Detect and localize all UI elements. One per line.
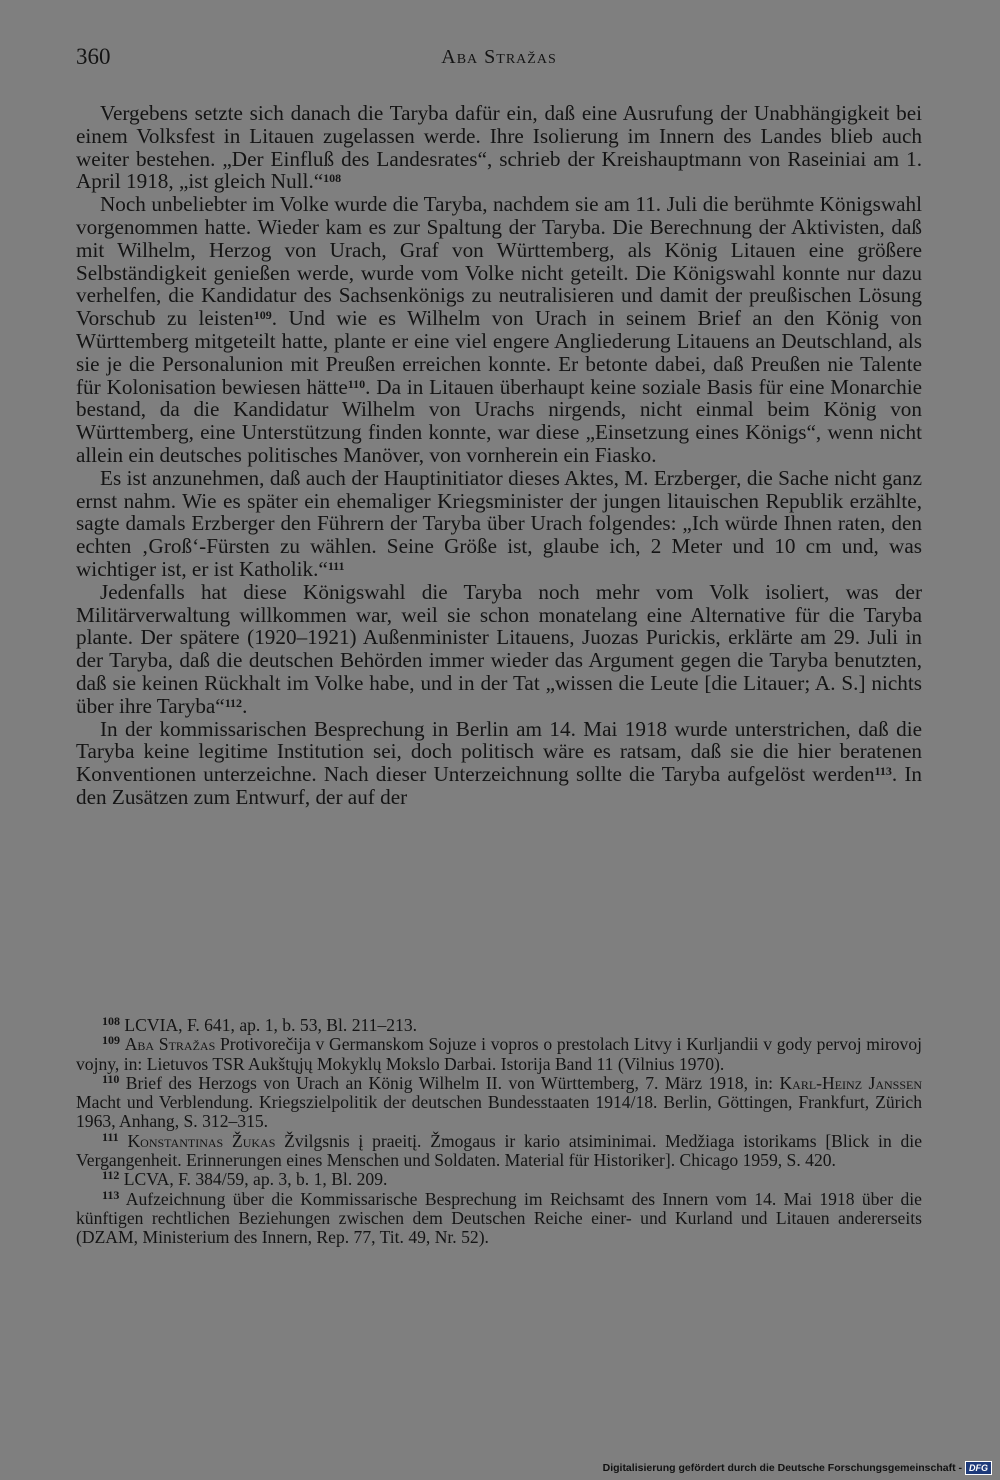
footnote-ref[interactable]: 113 <box>874 764 892 779</box>
dfg-logo: DFG <box>965 1461 992 1475</box>
footnote-ref[interactable]: 108 <box>323 171 342 186</box>
footnote-ref[interactable]: 111 <box>327 558 345 573</box>
footnotes <box>76 1016 922 1248</box>
footnote: $^{109}$ Aba Stražas Protivorečija v Germanskom Sojuze i vopros o prestolach Litvy i Kurljandii v gody pervoj mirovoj vojny, in: Lietuvos TSR Aukštųjų Mokyklų Mokslo Darbai. Istorija Band 11 (Vilnius 1970). <box>76 1033 923 1074</box>
footnote-author: Konstantinas Žukas <box>127 1130 276 1151</box>
footnote: $^{110}$ Brief des Herzogs von Urach an König Wilhelm II. von Württemberg, 7. März 1918, in: Karl-Heinz Janssen Macht und Verblendung. Kriegszielpolitik der deutschen Bundesstaaten 1914/18. Berlin, Göttingen, Frankfurt, Zürich 1963, Anhang, S. 312–315. <box>76 1071 922 1132</box>
paragraph: Vergebens setzte sich danach die Taryba dafür ein, daß eine Ausrufung der Unabhängigkeit bei einem Volksfest in Litauen zugelassen werde. Ihre Isolierung im Innern des Landes blieb auch weiter bestehen. „Der Einfluß des Landesrates“, schrieb der Kreishauptmann von Raseiniai am 1. April 1918, „ist gleich Null.“$^{108}$ <box>76 101 922 194</box>
paragraph: Es ist anzunehmen, daß auch der Hauptinitiator dieses Aktes, M. Erzberger, die Sache nicht ganz ernst nahm. Wie es später ein ehemaliger Kriegsminister der jungen litauischen Republik erzählte, sagte damals Erzberger den Führern der Taryba über Urach folgendes: „Ich würde Ihnen raten, den echten ‚Groß‘-Fürsten zu wählen. Seine Größe ist, glaube ich, 2 Meter und 10 cm und, was wichtiger ist, er ist Katholik.“$^{111}$ <box>76 465 922 581</box>
footer-text: Digitalisierung gefördert durch die Deutsche Forschungsgemeinschaft - <box>602 1462 962 1474</box>
paragraph: Noch unbeliebter im Volke wurde die Taryba, nachdem sie am 11. Juli die berühmte Königswahl vorgenommen hatte. Wieder kam es zur Spaltung der Taryba. Die Berechnung der Aktivisten, daß mit Wilhelm, Herzog von Urach, Graf von Württemberg, als König Litauen eine größere Selbständigkeit genießen werde, wurde vom Volke nicht geteilt. Die Königswahl konnte nur dazu verhelfen, die Kandidatur des Sachsenkönigs zu neutralisieren und damit der preußischen Lösung Vorschub zu leisten$^{109}$. Und wie es Wilhelm von Urach in seinem Brief an den König von Württemberg mitgeteilt hatte, plante er eine viel engere Angliederung Litauens an Deutschland, als sie je die Personalunion mit Preußen erreichen konnte. Er betonte dabei, daß Preußen nie Talente für Kolonisation bewiesen hätte$^{110}$. Da in Litauen überhaupt keine soziale Basis für eine Monarchie bestand, da die Kandidatur Wilhelm von Urachs nirgends, nicht einmal beim König von Württemberg, eine Unterstützung finden konnte, war diese „Einsetzung eines Königs“, wenn nicht allein ein deutsches politisches Manöver, von vornherein ein Fiasko. <box>76 192 922 467</box>
footnote-ref[interactable]: 109 <box>253 308 272 323</box>
footnote: $^{112}$ LCVA, F. 384/59, ap. 3, b. 1, Bl. 209. <box>102 1168 388 1190</box>
running-head: Aba Stražas <box>441 46 557 68</box>
paragraph: In der kommissarischen Besprechung in Berlin am 14. Mai 1918 wurde unterstrichen, daß die Taryba keine legitime Institution sei, doch politisch wäre es ratsam, daß sie die hier beratenen Konventionen unterzeichne. Nach dieser Unterzeichnung sollte die Taryba aufgelöst werden$^{113}$. In den Zusätzen zum Entwurf, der auf der <box>76 716 922 809</box>
footnote: $^{108}$ LCVIA, F. 641, ap. 1, b. 53, Bl. 211–213. <box>102 1014 418 1035</box>
page-header <box>76 44 922 78</box>
body-text <box>76 102 922 809</box>
page-number: 360 <box>76 44 111 69</box>
footnote: $^{113}$ Aufzeichnung über die Kommissarische Besprechung im Reichsamt des Innern vom 14. Mai 1918 über die künftigen rechtlichen Beziehungen zwischen dem Deutschen Reiche einer- und Kurland und Litauen andererseits (DZAM, Ministerium des Innern, Rep. 77, Tit. 49, Nr. 52). <box>76 1187 922 1248</box>
footnote-author: Aba Stražas <box>124 1034 216 1055</box>
footnote-ref[interactable]: 110 <box>347 376 366 391</box>
paragraph: Jedenfalls hat diese Königswahl die Taryba noch mehr vom Volk isoliert, was der Militärverwaltung willkommen war, weil sie schon monatelang eine Alternative für die Taryba plante. Der spätere (1920–1921) Außenminister Litauens, Juozas Purickis, erklärte am 29. Juli in der Taryba, daß die deutschen Behörden immer wieder das Argument gegen die Taryba benutzten, daß sie keinen Rückhalt im Volke habe, und in der Tat „wissen die Leute [die Litauer; A. S.] nichts über ihre Taryba“$^{112}$. <box>76 579 922 718</box>
digitization-footer <box>603 1461 992 1475</box>
footnote-author: Karl-Heinz Janssen <box>779 1072 922 1093</box>
footnote-ref[interactable]: 112 <box>224 695 243 710</box>
footnote: $^{111}$ Konstantinas Žukas Žvilgsnis į praeitį. Žmogaus ir kario atsiminimai. Medžiaga istorikams [Blick in die Vergangenheit. Erinnerungen eines Menschen und Soldaten. Material für Historiker]. Chicago 1959, S. 420. <box>76 1129 923 1171</box>
